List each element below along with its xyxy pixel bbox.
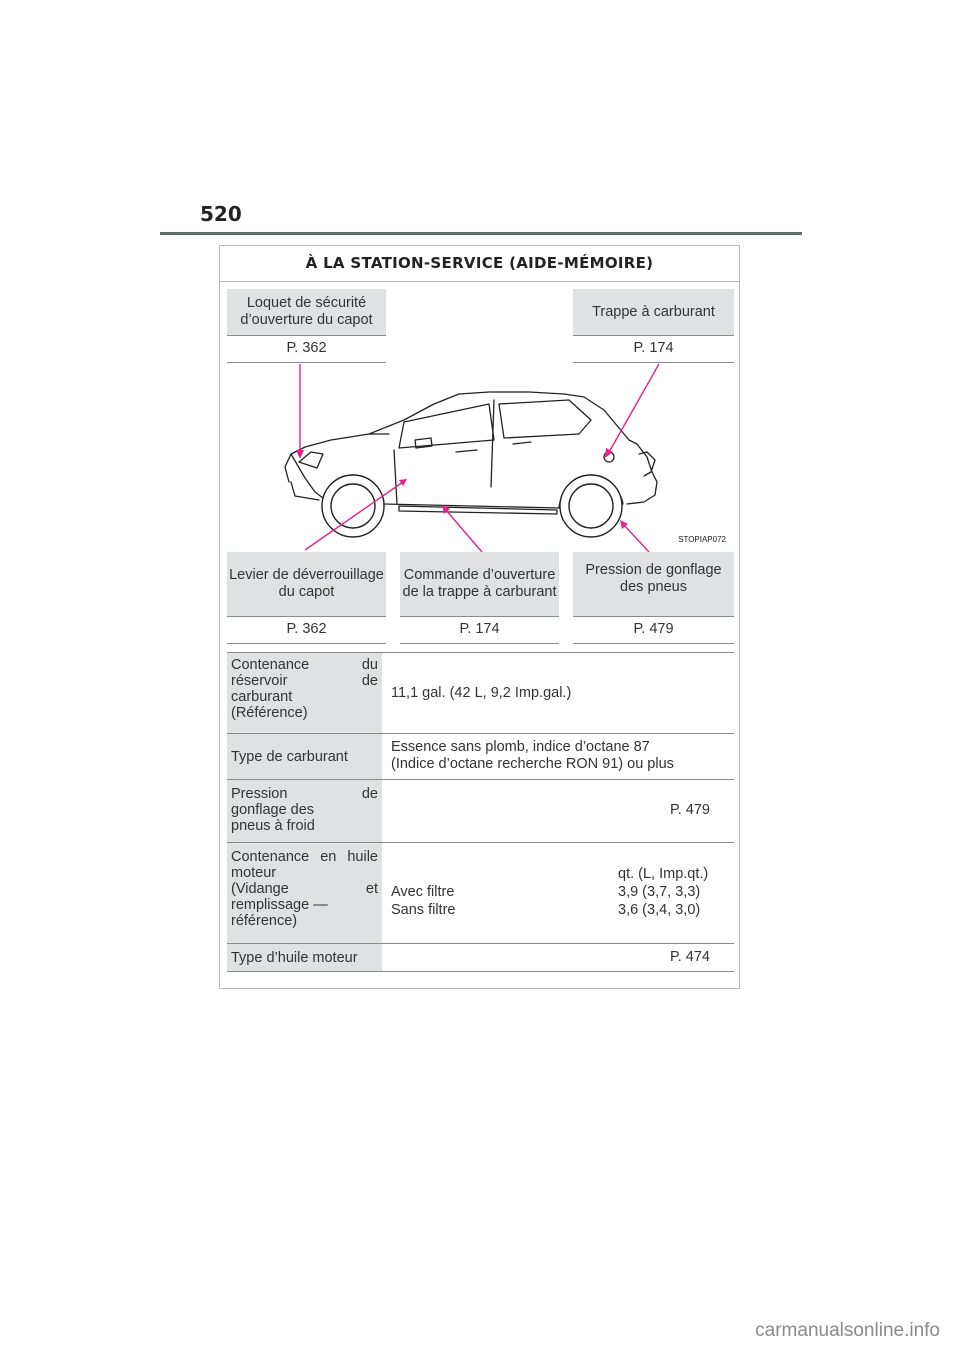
- callout-hood-safety-latch: Loquet de sécurité d’ouverture du capot: [227, 289, 386, 335]
- rear-wheel: [560, 475, 622, 537]
- fuel-capacity-label-line: carburant: [231, 689, 293, 705]
- oil-capacity-label-line: remplissage —: [231, 897, 328, 913]
- oil-type-label: Type d’huile moteur: [227, 944, 382, 971]
- spec-row-fuel-type: [227, 734, 734, 780]
- arrowhead-hood-release-lever: [399, 479, 407, 486]
- tire-pressure-label-line: gonflage des: [231, 802, 315, 818]
- oil-capacity-label-line: moteur: [231, 865, 277, 881]
- arrowhead-hood-safety-latch: [296, 450, 304, 459]
- callout-tire-pressure-ref: P. 479: [573, 616, 734, 644]
- spec-row-oil-type: [227, 944, 734, 972]
- oil-capacity-label: [227, 843, 382, 943]
- fuel-type-value-line: (Indice d’octane recherche RON 91) ou plus: [391, 756, 674, 772]
- tire-pressure-label: [227, 780, 382, 842]
- page-title: À LA STATION-SERVICE (AIDE-MÉMOIRE): [219, 245, 740, 282]
- oil-capacity-label-line: Contenance en huile: [231, 849, 378, 865]
- fuel-capacity-label-line: (Référence): [231, 705, 308, 721]
- callout-hood-release-lever-ref: P. 362: [227, 616, 386, 644]
- leader-fuel-door: [608, 364, 659, 454]
- leader-fuel-door-opener: [445, 509, 482, 552]
- oil-unit-header: qt. (L, Imp.qt.): [618, 866, 709, 882]
- front-wheel: [322, 475, 384, 537]
- fuel-capacity-label: [227, 653, 382, 733]
- spec-row-tire-pressure: [227, 780, 734, 843]
- oil-row-name: Avec filtre: [391, 884, 455, 900]
- callout-tire-pressure: Pression de gonflage des pneus: [573, 552, 734, 616]
- oil-row-value: 3,9 (3,7, 3,3): [618, 884, 701, 900]
- callout-hood-safety-latch-ref: P. 362: [227, 335, 386, 363]
- callout-fuel-door-ref: P. 174: [573, 335, 734, 363]
- header-rule: [160, 232, 802, 235]
- callout-fuel-door-opener: Commande d’ouverture de la trappe à carburant: [400, 552, 559, 616]
- oil-row-value: 3,6 (3,4, 3,0): [618, 902, 701, 918]
- fuel-type-value-line: Essence sans plomb, indice d’octane 87: [391, 739, 650, 755]
- spec-row-oil-capacity: [227, 843, 734, 944]
- leader-tire-pressure: [623, 524, 649, 552]
- page-number: 520: [200, 202, 242, 226]
- oil-row-name: Sans filtre: [391, 902, 456, 918]
- fuel-type-label: Type de carburant: [227, 734, 382, 779]
- car-side-diagram: [219, 282, 740, 562]
- callout-fuel-door: Trappe à carburant: [573, 289, 734, 335]
- oil-capacity-label-line: (Vidange et: [231, 881, 378, 897]
- image-code: STOPIAP072: [678, 535, 726, 544]
- callout-hood-release-lever: Levier de déverrouillage du capot: [227, 552, 386, 616]
- fuel-capacity-label-line: réservoir de: [231, 673, 378, 689]
- tire-pressure-label-line: Pression de: [231, 786, 378, 802]
- watermark: carmanualsonline.info: [755, 1320, 940, 1341]
- oil-capacity-label-line: référence): [231, 913, 298, 929]
- callout-fuel-door-opener-ref: P. 174: [400, 616, 559, 644]
- spec-row-fuel-capacity: [227, 653, 734, 734]
- tire-pressure-label-line: pneus à froid: [231, 818, 315, 834]
- tire-pressure-value: P. 479: [669, 802, 710, 818]
- fuel-capacity-value: 11,1 gal. (42 L, 9,2 Imp.gal.): [391, 685, 572, 701]
- fuel-capacity-label-line: Contenance du: [231, 657, 378, 673]
- oil-capacity-values: [391, 843, 734, 943]
- oil-type-value: P. 474: [669, 949, 710, 965]
- fuel-type-value: [391, 739, 734, 779]
